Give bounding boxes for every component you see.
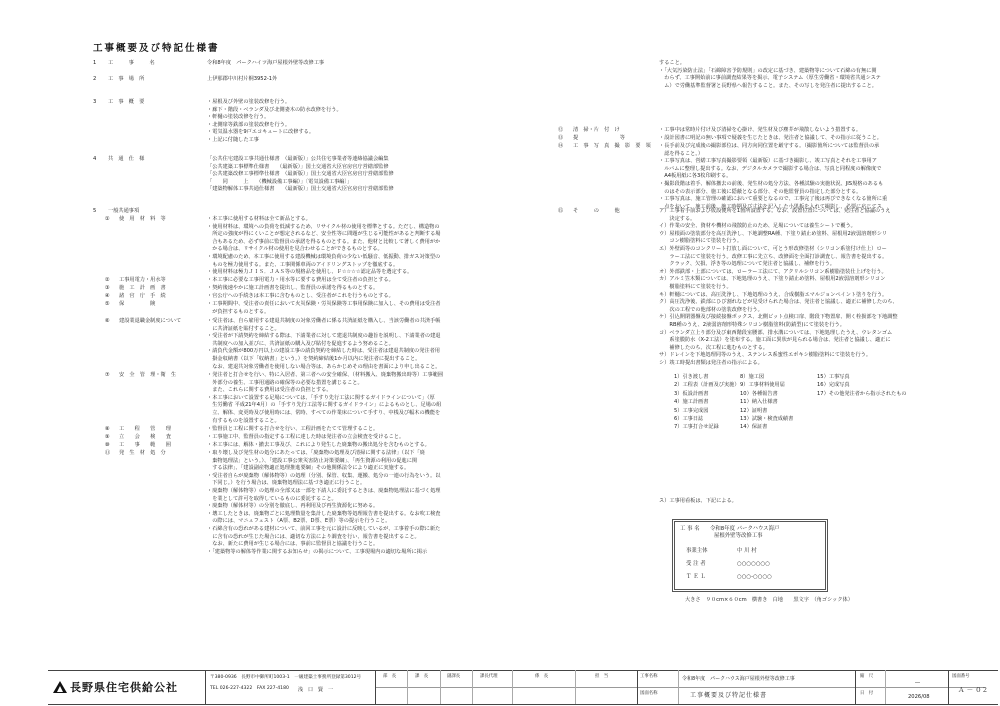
section-line: ・本工事には、解体・撤去工事及び、これにより発生した廃棄物の搬出処分を含むものとする。 <box>207 442 430 448</box>
section-line: また、これらに関する費用は受注者の負担とする。 <box>207 387 332 394</box>
right-section-line: ・工事写真は、営繕工事写真撮影要領（最新版）に基づき撮影し、竣工写真とそれを工事用ア <box>659 158 877 165</box>
section-line: ・電気温水器を9戸エコキュートに改修する。 <box>207 129 315 136</box>
section-line: ・受注者自らが廃棄物（解体物等）の処理（分別、保管、収集、運搬、処分の一連の行為をいう。以 <box>207 472 441 479</box>
submission-item: 11）納入仕様書 <box>740 399 778 406</box>
section-line: ・廃棄物（解体物等）の処理の全部又は一部を下請人に委託するときは、廃棄物処理法に基づく処理 <box>207 488 441 494</box>
right-section-number: ⑭ <box>558 143 564 149</box>
approval-column-header: 副課長 <box>447 674 461 679</box>
right-section-line: ケ）引込開閉器盤及び接続接盤ボックス、北側ビット点検口扉、階段下物置扉、開く栓扱部を下地調整 <box>659 314 898 321</box>
section-line: ・廃棄物（解体材等）の分別を徹底し、再利用及び再生資源化に努める。 <box>207 503 379 510</box>
section-label: 発 生 材 処 分 <box>119 450 166 456</box>
right-section-line: オ）外部鉄部・上部については、ローラー工法にて、アクリルシリコン系樹脂塗装仕上げを行う。 <box>659 268 887 275</box>
section-label: 一般共通事項 <box>108 208 140 214</box>
section-line: 「 同 上 （機械設備工事編）」〔電気設備工事編〕」 <box>207 178 353 185</box>
scale-value: ― <box>915 680 920 686</box>
company-logo-icon <box>52 680 68 696</box>
section-number: ④ <box>105 293 110 299</box>
submission-item: 14）保証書 <box>740 424 768 431</box>
section-number: ⑩ <box>105 442 110 448</box>
right-section-line: シ）竣工時提出書類は発注者の指示による。 <box>659 360 763 366</box>
submission-item: 13）試験・検査成績書 <box>740 416 794 422</box>
section-line: 「建築物解体工事共通仕様書 （最新版）」国土交通省大臣官房官庁営繕部監修 <box>207 186 394 193</box>
sign-note: 大きさ ９０cm×６０cm 横書き 白地 黒文字 （角ゴシック体） <box>685 597 853 603</box>
section-line: 外部分の養生、工事用通路の確保等の必要な措置を講じること。 <box>207 379 363 386</box>
right-section-line: 点をおいて、施工前後、施工時期及び寸法を記入した小黒板を入れて撮影し、必要に応じてス <box>659 203 882 210</box>
section-line: ・工事施工中、監督員の指定する工程に達した時は発注者の立会検査を受けること。 <box>207 434 405 440</box>
section-line: ・「建築物等の解体等作業に関するお知らせ」の掲示について、工事現場内の適切な場所に掲示 <box>207 548 428 555</box>
section-number: ③ <box>105 285 110 291</box>
drawing-no-value: Ａ － ０２ <box>958 686 989 694</box>
right-section-number: ⑫ <box>558 127 564 133</box>
submission-item: 10）各種報告書 <box>740 390 778 397</box>
submission-item: 7）工事打合せ記録 <box>674 424 719 431</box>
section-number: ⑧ <box>105 426 110 432</box>
right-top-line: わらず、工事開始前に事前調査結果等を掲示、電子システム（厚生労働省・環境省共通システ <box>659 75 881 82</box>
section-line: ・受注者は、自ら雇用する建退共制度の対象労働者に係る共済証紙を購入し、当該労働者の共済手帳 <box>207 318 441 324</box>
sign-text: 屋根外壁等改修工事 <box>714 533 763 539</box>
section-line: ・使用材料は極力ＪＩＳ．ＪＡＳ等の規格品を使用し、Ｆ☆☆☆☆認定品等を選定する。 <box>207 269 413 276</box>
submission-item: 12）証明書 <box>740 407 768 414</box>
sign-text: 令和8年度 パークハウス海戸 <box>710 526 780 532</box>
submission-item: 8）施工図 <box>740 374 765 380</box>
submission-item: 9）工事材料使用届 <box>740 382 785 389</box>
section-line: 「公共建築改修工事標準仕様書 （最新版）」国土交通省大臣官房官庁営繕部監修 <box>207 171 394 178</box>
right-section-line: カ）アルミ笠木類については、下地処理のうえ、下塗り錆止め塗料、屋根用2液弱溶剤形シリコン <box>659 276 886 283</box>
approval-column-header: 係 長 <box>535 674 549 679</box>
sign-text: ○○○-○○○○ <box>737 574 772 580</box>
section-number: ⑦ <box>105 372 110 378</box>
section-line: ・石綿含有の恐れがある建材について、前回工事を元に設計に反映しているが、工事着手の際に新た <box>207 526 441 532</box>
section-line: 生労働省 平成21年4月）の「手すり先行工法等に関するガイドライン」によるものとし、足場の組 <box>207 402 442 409</box>
section-line: ・本工事に使用する材料は全て新品とする。 <box>207 216 311 222</box>
section-line: の際には、マニュフェスト（A票、B2票、D票、E票）等の提示を行うこと。 <box>207 518 391 525</box>
section-line: 令和8年度 パークハイツ海戸屋根外壁等改修工事 <box>207 60 325 66</box>
section-label: 立 会 検 査 <box>119 434 171 440</box>
right-section-line: ラー工法にて塗装を行う。改修工事に先立ち、改修面を全面打診調査し、報告書を提出する。 <box>659 253 888 260</box>
submission-item: 6）工事日誌 <box>674 416 704 422</box>
section-number: ⑪ <box>105 450 111 456</box>
sign-text: 工 事 名 <box>680 526 700 532</box>
submission-item: 15）工事写真 <box>817 374 850 380</box>
section-line: なお、建退共対象労働者を使用しない場合等は、あらかじめその理由を書面により申し出ること。 <box>207 363 441 370</box>
right-section-line: 次の工程での他部材の塗装改修を行う。 <box>659 306 763 313</box>
right-section-line: キ）軒樋については、高圧洗浄し、下地処理のうえ、合成樹脂エマルジョンペイント塗りを行う。 <box>659 291 888 298</box>
section-line: を業として許可を取得しているものに委託すること。 <box>207 495 337 502</box>
section-line: ・本工事において設置する足場については、「手すり先行工法に関するガイドラインについて」（厚 <box>207 394 435 401</box>
section-line: ・工事期間中、受注者の責任において火災保険・労災保険等工事用保険に加入し、その費用は受注者 <box>207 301 441 307</box>
sign-board-inner <box>674 521 826 590</box>
submission-item: 2）工程表（計画及び実施） <box>674 382 740 389</box>
sheet-label: 図面名称 <box>640 691 658 696</box>
right-section-line: 認を得ること。） <box>659 150 704 157</box>
right-section-line: 決定する。 <box>659 215 696 222</box>
sheet-value: 工事概要及び特記仕様書 <box>690 692 768 699</box>
section-label: 保 険 <box>119 301 156 307</box>
section-label: 安 全 管 理・衛 生 <box>119 372 177 378</box>
right-section-label: 清 掃・片 付 け <box>573 127 620 133</box>
section-line: ・請負代金額が800万円以上の建設工事の請負契約を締結した時は、受注者は建退共制度の発注者用 <box>207 348 440 355</box>
section-label: 工 事 概 要 <box>108 99 145 105</box>
section-line: ・環境配慮のため、本工事に使用する建設機械は環境負荷の少ない低騒音、低振動、排ガス対策型の <box>207 254 441 260</box>
section-label: 工 程 管 理 <box>119 426 171 432</box>
sign-text: Ｔ Ｅ Ｌ <box>686 574 706 580</box>
submission-item: 3）仮設計画書 <box>674 390 709 397</box>
section-number: 1 <box>93 60 97 66</box>
section-line: ・軒樋の塗装改修を行う。 <box>207 114 270 121</box>
section-line: 有するものを設置すること。 <box>207 417 280 424</box>
section-number: ② <box>105 277 110 283</box>
section-line: 「公共建築工事標準仕様書 （最新版）」国土交通省大臣官房官庁営繕部監修 <box>207 163 389 170</box>
right-section-line: ・工事写真は、施工管理の確認において重要となるので、工事完了後は再びできなくなる箇所に重 <box>659 196 888 203</box>
section-number: 3 <box>93 99 97 105</box>
section-line: ・受注者が下請契約を締結する際は、下請業者に対して建退共制度の趣旨を説明し、下請業者の建退 <box>207 333 441 340</box>
section-number: 4 <box>93 156 97 162</box>
section-line: 下同じ。）を行う場合は、廃棄物処理法に基づき適正に行うこと。 <box>207 480 366 487</box>
sign-text: 中 川 村 <box>737 548 757 554</box>
submission-item: 17）その他発注者から指示されたもの <box>817 390 907 397</box>
company-address: 〒380-0936 長野市中御所町1003-1 一級建築士事務所登録第3012号 <box>210 675 362 680</box>
right-section-line: RB種のうえ、2液弱溶剤形特殊シリコン樹脂塗料(防錆型)にて塗装を行う。 <box>659 322 845 328</box>
right-section-line: ・撮影段階は着手、解体撤去の前後、発生材の処分方法、各種試験の実施状況、JIS規格のあるも <box>659 181 884 187</box>
section-line: 立、解体、変更時及び使用時には、常時、すべての作業床について手すり、中桟及び幅木の機能を <box>207 410 441 416</box>
section-line: が負担するものとする。 <box>207 308 270 315</box>
section-label: 工事用電力・用水等 <box>119 277 166 283</box>
submission-item: 16）完成写真 <box>817 382 850 389</box>
section-label: 建設業退職金制度について <box>119 318 182 324</box>
right-section-line: エ）外壁面等のコンクリート打放し面について、可とう形改修塗材（シリコン系塗付け仕上）ロー <box>659 246 887 252</box>
sign-text: 受 注 者 <box>686 561 706 567</box>
right-section-line: 樹脂塗料にて塗装を行う。 <box>659 284 732 290</box>
section-label: 工 事 範 囲 <box>119 442 171 448</box>
right-section-label: 提 等 <box>573 135 625 141</box>
approval-column-header: 担 当 <box>595 674 609 679</box>
section-number: ⑤ <box>105 301 110 307</box>
date-label: 日 付 <box>860 691 874 696</box>
section-line: 上伊那郡中川村片桐3952-1外 <box>207 76 278 82</box>
sign-intro: ス）工事用看板は、下記による。 <box>659 498 737 504</box>
right-section-line: クラック、欠損、浮き等の処理について発注者と協議し、補修を行う。 <box>659 261 835 268</box>
sign-text: 事業主体 <box>686 548 708 554</box>
section-line: 棄物処理法」という。）、「建設工事公衆災害防止対策要綱」、「再生資源の利用の促進に関 <box>207 457 418 464</box>
right-section-line: イ）作業の安全、資材や機材の飛散防止のため、足場については養生シートで覆う。 <box>659 223 856 230</box>
right-section-line: ルバムに整理し提出する。なお、デジタルカメラで撮影する場合は、写真と同程度の解像度で <box>659 165 882 172</box>
section-line: ・契約後速やかに施工計画書を提出し、監督員の承諾を得るものとする。 <box>207 285 379 291</box>
right-top-line: すること。 <box>659 60 685 66</box>
right-section-label: 工 事 写 真 撮 影 要 領 <box>573 143 651 149</box>
right-section-line: ウ）屋根面の塗装部分を高圧洗浄し、下地調整RA種、下塗り錆止め塗料、屋根用2液弱溶剤形シリ <box>659 230 888 237</box>
section-label: 諸 官 庁 手 続 <box>119 293 166 299</box>
section-line: 合もあるため、必ず事前に監督員の承諾を得るものとする。また、他材と比較して著しく費用がか <box>207 238 441 245</box>
right-top-line: ム）で労働基準監督署と長野県へ報告すること。また、その写しを発注者に提出すること。 <box>659 82 877 89</box>
section-line: ・壊工したときは、廃棄物ごとに処理数量を集計した廃棄物等処理報告書を提出する。なお吹工検査 <box>207 510 441 517</box>
approval-column-header: 課 長 <box>415 674 429 679</box>
right-section-line: ク）高圧洗浄後、鉄部にひび割れなどが見受けられた場合は、発注者と協議し、適正に補修したのち、 <box>659 299 898 306</box>
section-line: する法律」、「建設副産物適正処理推進要綱」その他関係法令により適正に実施する。 <box>207 465 410 472</box>
scale-label: 縮 尺 <box>860 674 874 679</box>
project-value: 令和8年度 パークハウス海戸屋根外壁等改修工事 <box>682 676 795 682</box>
right-section-line: ・工事中は常時片付け及び清掃を心掛け、発生材及び塵芥が飛散しないよう措置する。 <box>659 127 862 133</box>
section-label: 工 事 名 <box>108 60 155 66</box>
date-value: 2026/08 <box>908 694 930 700</box>
section-number: ① <box>105 216 110 222</box>
right-section-line: サ）ドレインを下地処理同等のうえ、ステンレス系蜜性エポキシ樹脂塗料にて塗装を行う。 <box>659 352 872 359</box>
right-top-line: ・「大気汚染防止法」「石綿障害予防規則」の改定に基づき、建築物等について石綿の有無に関 <box>659 67 877 74</box>
section-label: 使 用 材 料 等 <box>119 216 166 222</box>
section-line: に共済証紙を貼付すること。 <box>207 325 280 332</box>
section-number: ⑨ <box>105 434 110 440</box>
right-section-line: コン樹脂塗料にて塗装を行う。 <box>659 238 743 245</box>
section-line: ・本工事に必要な工事用電力・用水等に要する費用は全て受注者の負担とする。 <box>207 277 394 283</box>
section-line: ・発注者と打合せを行い、特に入居者、第三者への安全確保、（材料搬入、廃棄物搬出時等）工事範囲 <box>207 372 444 378</box>
submission-item: 1）引き渡し書 <box>674 374 709 380</box>
section-line: ・官公庁への手続きは本工事に含むものとし、受注者がこれを行うものとする。 <box>207 293 394 299</box>
section-label: 施 工 計 画 書 <box>119 285 166 291</box>
submission-item: 5）工事完成図 <box>674 407 709 414</box>
section-number: 2 <box>93 76 97 82</box>
section-label: 工 事 場 所 <box>108 76 145 82</box>
company-phone: TEL 026-227-4322 FAX 227-4180 <box>210 686 289 691</box>
section-line: かる場合は、リサイクル材の使用を見合わせることができるものとする。 <box>207 246 383 253</box>
section-line: ・使用材料は、環境への負荷を低減するため、リサイクル材の使用を標準とする。ただし、構造物の <box>207 223 440 230</box>
right-section-line: 系塗膜防水（X-2工法）を塗布する。施工面に異状が見られる場合は、発注者と協議し、適正に <box>659 337 891 344</box>
right-section-line: ・設計図書に明記の無い事項で疑義を生じたときは、発注者と協議して、その指示に従うこと。 <box>659 135 882 141</box>
project-label: 工事名称 <box>640 674 658 679</box>
section-line: ・北側扉等鉄部の塗装改修を行う。 <box>207 121 291 128</box>
section-line: ものを極力使用する。また、工事関係車両のアイドリングストップを徹底する。 <box>207 261 399 268</box>
section-line: 共制度への加入並びに、共済証紙の購入及び貼付を促進するよう努めること。 <box>207 340 394 347</box>
right-section-line: ア）工事着手前および仮設便所を1箇所設置する。なお、設置位置については、発注者と協議のうえ <box>659 208 891 214</box>
right-section-line: A4板用紙に各3枚印刷する。 <box>659 173 732 180</box>
drawing-no-label: 図面番号 <box>952 674 970 679</box>
approval-column-header: 部 長 <box>383 674 397 679</box>
company-name: 長野県住宅供給公社 <box>70 681 178 694</box>
right-section-line: ・長手前及び完成後の撮影部位は、同方向同位置を厳守する。（撮影箇所については監督員の承 <box>659 143 880 149</box>
section-line: ・廊下・階段・ベランダ及び北側妻木の防水改修を行う。 <box>207 106 342 113</box>
document-title: 工事概要及び特記仕様書 <box>93 43 220 54</box>
right-section-number: ⑮ <box>558 208 564 214</box>
submission-item: 4）施工計画書 <box>674 399 709 406</box>
person-name: 浅 口 賢 一 <box>298 687 334 693</box>
section-number: 5 <box>93 208 97 214</box>
section-line: ・上記に付随した工事 <box>207 137 259 143</box>
section-line: ・監督員と工程に関する打合せを行い、工程計画をたてて管理すること。 <box>207 426 379 432</box>
section-line: 掛金収納書（以下「収納書」という。）を契約締結後1か月以内に発注者に提出すること。 <box>207 356 421 362</box>
section-line: 「公共住宅建設工事共通仕様書 （最新版）」公共住宅事業者等連絡協議会編集 <box>207 156 389 162</box>
section-line: なお、新たに費用が生じる場合には、事前に監督員と協議を行うこと。 <box>207 541 379 548</box>
approval-column-header: 課長代理 <box>480 674 498 679</box>
section-line: ・取り壊し及び発生材の処分にあたっては、「廃棄物の処理及び清掃に関する法律」（以下「廃 <box>207 450 425 456</box>
right-section-line: のはその表示部分、施工後に隠蔽となる部分、その他監督員の指定した部分とする。 <box>659 188 862 195</box>
right-section-line: 補修したのち、次工程に進むものとする。 <box>659 344 768 351</box>
right-section-number: ⑬ <box>558 135 564 141</box>
section-line: ・屋根及び外壁の塗装改修を行う。 <box>207 99 291 105</box>
right-section-label: そ の 他 <box>573 208 620 214</box>
section-number: ⑥ <box>105 318 110 324</box>
section-label: 共 通 仕 様 <box>108 156 145 162</box>
sign-text: ○○○○○○○ <box>737 561 770 567</box>
right-section-line: コ）ベランダ立上り部分及び東西階段室腰部、排水溝については、下地処理したうえ、ウレタンゴム <box>659 329 893 336</box>
section-line: 所定の強度が得にくいことが想定されるなど、安全性等に問題が生じる可能性があると判断する場 <box>207 231 441 238</box>
section-line: に含有の恐れが生じた場合には、適切な方法により調査を行い、報告書を提出すること。 <box>207 533 420 540</box>
